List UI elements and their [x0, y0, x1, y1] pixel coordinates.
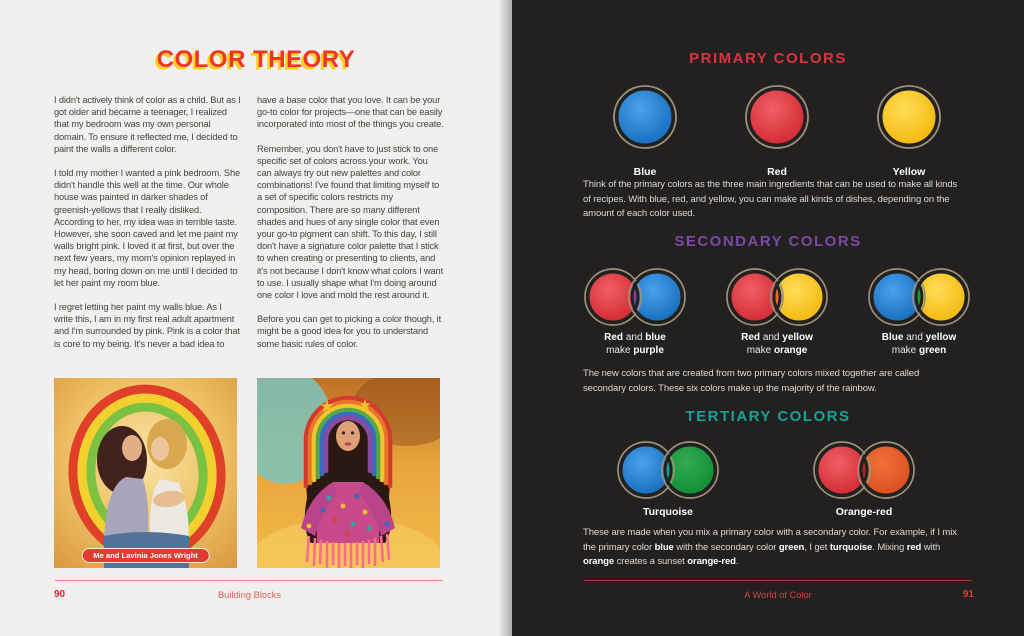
paragraph: Remember, you don't have to just stick to one specific set of colors across your work. You can always try out new palettes and color combinations! I've found that limiting myself to a set of specific colors restricts my composition. There are so many different shades and hues of any single color that even your go-to pigment can shift. To this day, I still don't have a signature color palette that I stick to when creating or presenting to clients, and it's not because I don't know what colors I want to use. I usually shape what I'm doing around one color I love and mold the rest around it. — [257, 143, 444, 301]
page-number-right: 91 — [962, 589, 974, 600]
mix-label-green: Blue and yellow make green — [881, 332, 957, 356]
tertiary-label-turquoise: Turquoise — [643, 506, 693, 518]
blue-circle — [602, 78, 688, 156]
swatch-label-yellow: Yellow — [892, 166, 926, 178]
body-column-1 — [54, 94, 241, 362]
primary-body-text: Think of the primary colors as the three main ingredients that can be used to make all kinds of recipes. With blue, red, and yellow, you can make all kinds of dishes, depending on the amount of each color used. — [583, 179, 958, 220]
page-title: COLOR THEORY — [156, 46, 356, 73]
secondary-body-text: The new colors that are created from two primary colors mixed together are called secondary colors. These six colors make up the majority of the rainbow. — [583, 368, 920, 394]
photo-rainbow-hood-art — [257, 378, 440, 568]
tertiary-label-orange-red: Orange-red — [835, 506, 893, 518]
heading-secondary-colors: SECONDARY COLORS — [674, 233, 862, 250]
footer-section-left: Building Blocks — [217, 590, 282, 600]
venn-red-yellow-orange — [702, 260, 852, 338]
venn-blue-green-turquoise — [593, 433, 743, 511]
mix-label-orange: Red and yellow make orange — [741, 332, 813, 356]
paragraph: I told my mother I wanted a pink bedroom. She didn't handle this well at the time. Our whole house was painted in darker shades of greenish-yellows that I really disliked. According to her, my idea was in terrible taste. However, she soon caved and let me paint my walls bright pink. I loved it at first, but over the next few years, my mom's opinion replayed in my head, boring down on me until I decided to let her paint my room blue. — [54, 168, 241, 288]
photo-rainbow-ring-portrait — [54, 378, 237, 568]
heading-tertiary-colors: TERTIARY COLORS — [685, 408, 851, 425]
page-number-left: 90 — [54, 589, 66, 600]
page-right — [512, 0, 1024, 636]
paragraph: I didn't actively think of color as a child. But as I got older and became a teenager, I realized that my bedroom was my own personal domain. To ensure it reflected me, I decided to paint the walls a different color. — [54, 95, 241, 154]
red-circle — [734, 78, 820, 156]
photo-rainbow-hood-portrait — [257, 378, 440, 568]
swatch-blue — [602, 78, 688, 178]
heading-primary-colors: PRIMARY COLORS — [689, 50, 847, 67]
footer-section-right: A World of Color — [744, 590, 812, 600]
footer-rule-right — [584, 580, 972, 581]
venn-red-blue-purple — [560, 260, 710, 338]
svg-text:★: ★ — [358, 397, 372, 414]
paragraph: I regret letting her paint my walls blue. As I write this, I am in my first real adult apartment and I'm surrounded by pink. Pink is a color that is core to my being. It's never a bad idea to — [54, 302, 240, 349]
yellow-circle — [866, 78, 952, 156]
swatch-label-blue: Blue — [633, 166, 657, 178]
mix-label-purple: Red and blue make purple — [604, 332, 666, 356]
venn-red-orange-orangered — [789, 433, 939, 511]
body-column-2 — [257, 94, 444, 362]
tertiary-body-text: These are made when you mix a primary color with a secondary color. For example, if I mix the primary color blue with the secondary color green, I get turquoise. Mixing red with orange creates a sunset orange-red. — [583, 527, 957, 568]
swatch-yellow — [866, 78, 952, 178]
footer-rule-left — [55, 580, 443, 581]
photo-rainbow-ring-art — [54, 378, 237, 568]
paragraph: Before you can get to picking a color though, it might be a good idea for you to understand some basic rules of color. — [257, 314, 442, 349]
photo-caption: Me and Lavinia Jones Wright — [81, 548, 210, 563]
swatch-label-red: Red — [767, 166, 787, 178]
venn-blue-yellow-green — [844, 260, 994, 338]
svg-text:★: ★ — [319, 397, 335, 416]
paragraph: have a base color that you love. It can be your go-to color for projects—one that can be easily incorporated into most of the things you create. — [257, 95, 444, 130]
swatch-red — [734, 78, 820, 178]
